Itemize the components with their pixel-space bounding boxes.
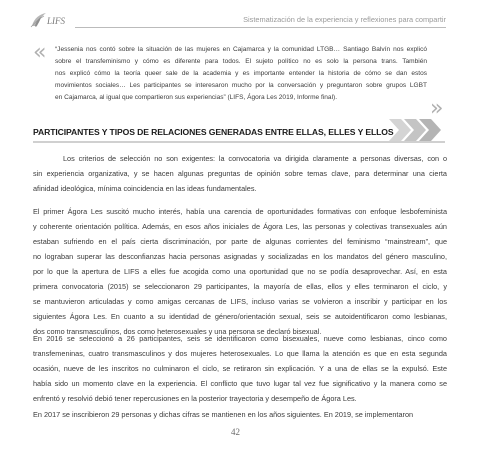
paragraph-line: En 2017 se inscribieron 29 personas y dichas cifras se mantienen en los años siguientes. En 2019, se implementaron xyxy=(33,410,414,419)
section-heading-bar xyxy=(33,141,445,143)
page-header xyxy=(0,0,480,30)
paragraph-line: siguientes Ágora Les. En cuanto a su identidad de género/orientación sexual, seis se autoidentificaron como lesbianas, xyxy=(33,312,447,321)
paragraph-line: enfrentó y resolvió debió tener repercusiones en la posterior trayectoria y desempeño de Ágora Les. xyxy=(33,394,357,403)
page-number: 42 xyxy=(231,427,240,437)
paragraph-line: El primer Ágora Les suscitó mucho interés, había una carencia de oportunidades formativas con enfoque lesbofeminista xyxy=(33,207,447,216)
paragraph xyxy=(33,151,447,196)
paragraph-line: afinidad ideológica, mínima coincidencia en las ideas fundamentales. xyxy=(33,184,257,193)
paragraph-line: dos como transmasculinos, dos como heterosexuales y una persona se declaró bisexual. xyxy=(33,327,322,336)
paragraph-line: se mantuvieron articuladas y como amigas cercanas de LIFS, incluso varias se volvieron a inscribir y participar en los xyxy=(33,297,447,306)
quote-line: movimientos sociales… Les participantes se interesaron mucho por la conversación y preguntaron sobre grupos LGBT xyxy=(55,82,427,90)
logo-text: LIFS xyxy=(47,16,65,26)
open-quote-mark: « xyxy=(33,40,47,65)
paragraph-line: ocasión, nueve de les inscritos no culminaron el ciclo, se retiraron sin explicación. Y a una de ellas se la expulsó. Este xyxy=(33,364,447,373)
paragraph-line: primera convocatoria (2015) se seleccionaron 29 participantes, la mayoría de ellas, ellos y elles terminaron el ciclo, y xyxy=(33,282,447,291)
leaf-icon xyxy=(30,12,48,28)
paragraph-line: no lograban superar las desconfianzas hacia personas asignadas y socializadas en los mandatos del género masculino, xyxy=(33,252,447,261)
lifs-logo xyxy=(30,12,70,28)
paragraph xyxy=(33,407,447,422)
paragraph-line: Los criterios de selección no son exigentes: la convocatoria va dirigida claramente a personas diversas, con o xyxy=(63,154,447,163)
paragraph-line: estaban sufriendo en el país cierta discriminación, por parte de algunas corrientes del feminismo “mainstream”, que xyxy=(33,237,447,246)
paragraph-line: transfemeninas, cuatro transmasculinos y dos mujeres heterosexuales. Lo que llama la atención es que en esta segunda xyxy=(33,349,447,358)
paragraph xyxy=(33,204,447,339)
quote-line: sobre el transfeminismo y cómo es diferente para todos. El sujeto político no es solo la persona trans. También xyxy=(55,58,427,66)
quote-line: nos explicó cómo la teoría queer sale de la academia y es importante entender la historia de cómo se dan estos xyxy=(55,70,427,78)
quote-line: “Jessenia nos contó sobre la situación de las mujeres en Cajamarca y la comunidad LTGB… Santiago Balvín nos explicó xyxy=(55,46,427,53)
paragraph-line: había sido un momento clave en la experiencia. El conflicto que tuvo lugar tal vez fue significativo y la manera como se xyxy=(33,379,447,388)
close-quote-mark: » xyxy=(430,96,444,121)
paragraph-line: sin experiencia organizativa, y se hacen algunas preguntas de opinión sobre temas clave, para determinar una cierta xyxy=(33,169,447,178)
testimonial-quote xyxy=(55,44,427,104)
header-divider xyxy=(75,27,446,28)
running-title: Sistematización de la experiencia y reflexiones para compartir xyxy=(243,15,446,24)
paragraph-line: En 2016 se seleccionó a 26 participantes, seis se identificaron como bisexuales, nueve como lesbianas, cinco como xyxy=(33,334,447,343)
paragraph-line: por lo que la apertura de LIFS a elles fue acogida como una oportunidad que no se podía desaprovechar. Así, en esta xyxy=(33,267,447,276)
section-heading: PARTICIPANTES Y TIPOS DE RELACIONES GENERADAS ENTRE ELLAS, ELLES Y ELLOS xyxy=(33,127,394,137)
chevrons-decoration-icon xyxy=(389,119,445,141)
paragraph xyxy=(33,331,447,406)
paragraph-line: y coherente orientación política. Además, en esos años iniciales de Ágora Les, las personas y colectivas transexuales aún xyxy=(33,222,447,231)
quote-line: en Cajamarca, al igual que compartieron sus experiencias” (LIFS, Ágora Les 2019, Informe final). xyxy=(55,94,338,102)
